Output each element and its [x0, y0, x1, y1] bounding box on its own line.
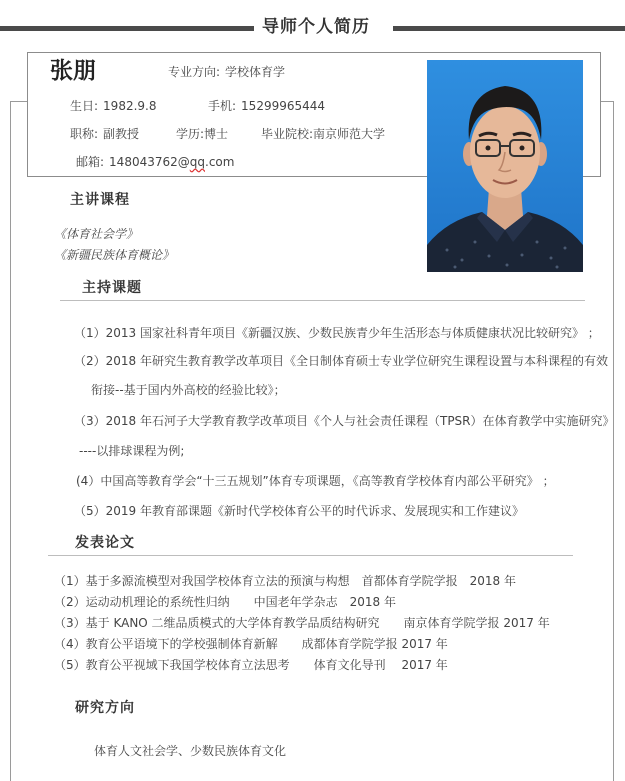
phone-label: 手机:: [208, 99, 237, 113]
email-tld: .com: [205, 155, 235, 169]
courses-heading: 主讲课程: [70, 192, 130, 208]
birth-field: [70, 97, 156, 114]
paper-line: （3）基于 KANO 二维品质模式的大学体育教学品质结构研究 南京体育学院学报 2017 年: [54, 616, 550, 630]
email-domain: qq: [189, 155, 205, 169]
major-label: 专业方向:: [168, 65, 221, 79]
birth-value: 1982.9.8: [103, 99, 157, 113]
research-text: 体育人文社会学、少数民族体育文化: [94, 744, 287, 758]
school-field: [261, 125, 385, 142]
projects-heading: 主持课题: [82, 280, 142, 296]
title-label: 职称:: [70, 127, 99, 141]
research-heading: 研究方向: [75, 700, 135, 716]
course-item: 《新疆民族体育概论》: [54, 248, 175, 262]
title-field: [70, 125, 139, 142]
phone-field: [208, 97, 325, 114]
degree-field: [176, 125, 228, 142]
project-line: (4）中国高等教育学会“十三五规划”体育专项课题，《高等教育学校体育内部公平研究》 ；: [76, 474, 555, 488]
page-title: 导师个人简历: [262, 17, 370, 37]
project-line: （3）2018 年石河子大学教育教学改革项目《个人与社会责任课程（TPSR）在体育教学中实施研究》: [74, 414, 615, 428]
email-label: 邮箱:: [76, 155, 105, 169]
project-line: （2）2018 年研究生教育教学改革项目《全日制体育硕士专业学位研究生课程设置与本科课程的有效: [74, 354, 608, 368]
paper-line: （4）教育公平语境下的学校强制体育新解 成都体育学院学报 2017 年: [54, 637, 448, 651]
degree-label: 学历:: [176, 127, 205, 141]
major-field: [168, 63, 285, 80]
title-value: 副教授: [103, 127, 140, 141]
paper-line: （5）教育公平视域下我国学校体育立法思考 体育文化导刊 2017 年: [54, 658, 448, 672]
profile-photo: [427, 60, 583, 272]
email-user: 148043762@: [109, 155, 190, 169]
frame-line: [10, 101, 11, 781]
frame-line: [600, 101, 614, 102]
major-value: 学校体育学: [225, 65, 286, 79]
degree-value: 博士: [204, 127, 229, 141]
school-label: 毕业院校:: [261, 127, 314, 141]
project-line: （1）2013 国家社科青年项目《新疆汉族、少数民族青少年生活形态与体质健康状况比较研究》 ；: [74, 326, 600, 340]
course-item: 《体育社会学》: [54, 227, 139, 241]
title-rule-left: [0, 26, 254, 31]
papers-rule: [48, 555, 573, 556]
papers-heading: 发表论文: [75, 535, 135, 551]
birth-label: 生日:: [70, 99, 99, 113]
profile-name: 张朋: [50, 58, 96, 84]
projects-rule: [60, 300, 585, 301]
paper-line: （1）基于多源流模型对我国学校体育立法的预演与构想 首都体育学院学报 2018 年: [54, 574, 516, 588]
paper-line: （2）运动动机理论的系统性归纳 中国老年学杂志 2018 年: [54, 595, 396, 609]
project-line: ----以排球课程为例;: [79, 444, 185, 458]
project-line: （5）2019 年教育部课题《新时代学校体育公平的时代诉求、发展现实和工作建议》: [74, 504, 524, 518]
frame-line: [613, 101, 614, 781]
project-line: 衔接--基于国内外高校的经验比较》；: [91, 383, 286, 397]
school-value: 南京师范大学: [313, 127, 386, 141]
phone-value: 15299965444: [241, 99, 326, 113]
frame-line: [10, 101, 28, 102]
title-rule-right: [393, 26, 625, 31]
email-field: [76, 153, 234, 170]
